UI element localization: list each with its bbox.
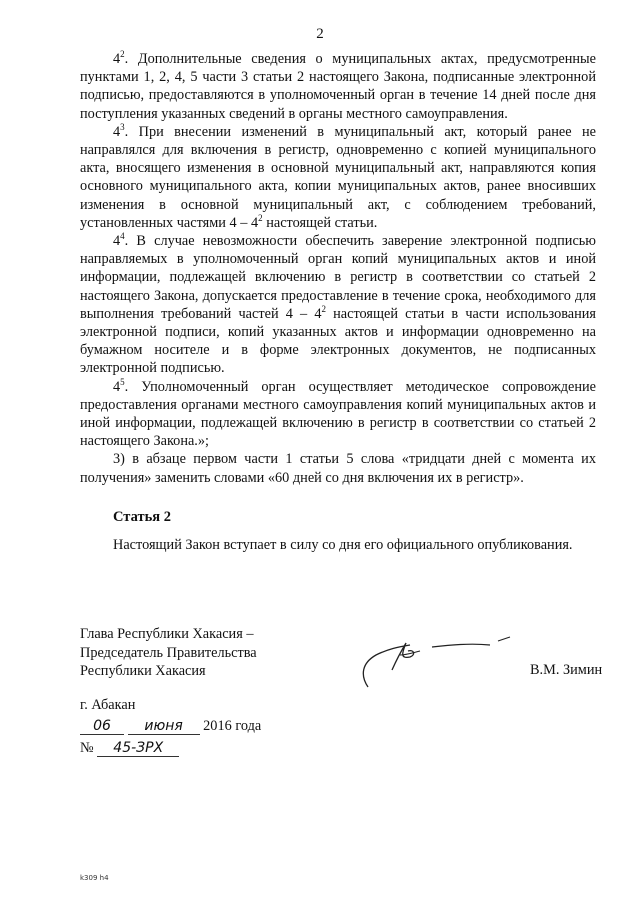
paragraph-4-4: $4^4$. В случае невозможности обеспечить заверение электронной подписью направляемых в уполномоченный орган копий муниципальных актов и иной информации, подлежащей включению в регистр в соответствии со статьей 2 настоящего Закона, допускается предоставление в течение срока, необходимого для выполнения требований частей $4 - 4^2$ настоящей статьи в части использования электронной подписи, копий указанных актов и информации одновременно на бумажном носителе и в форме электронных документов, не подписанных электронной подписью.	[80, 231, 596, 377]
paragraph-4-3: $4^3$. При внесении изменений в муниципальный акт, который ранее не направлялся для включения в регистр, одновременно с копией муниципального акта, вносящего изменения в основной муниципальный акт, направляются копия основного муниципального акта, копии муниципальных актов, ранее вносивших изменения в основной муниципальный акт, с соблюдением требований, установленных частями $4 - 4^2$ настоящей статьи.	[80, 122, 596, 231]
law-number	[80, 740, 179, 757]
paragraph-4-5: $4^5$. Уполномоченный орган осуществляет методическое сопровождение предоставления органами местного самоуправления копий муниципальных актов и иной информации, подлежащей включению в регистр в соответствии со статьей 2 настоящего Закона.»;	[80, 376, 596, 450]
number-value: 45-ЗРХ	[97, 740, 179, 757]
date-month: июня	[128, 718, 200, 735]
paragraph-item-3: 3) в абзаце первом части 1 статьи 5 слова «тридцати дней с момента их получения» заменить словами «60 дней со дня включения их в регистр».	[80, 451, 596, 486]
place-of-signing: г. Абакан	[80, 697, 136, 713]
signatory-name: В.М. Зимин	[530, 662, 603, 678]
handwritten-signature	[340, 625, 520, 695]
signatory-title	[80, 625, 257, 681]
signatory-line-1: Глава Республики Хакасия –	[80, 626, 254, 642]
footer-code: k309 h4	[80, 874, 109, 882]
main-text	[80, 50, 596, 487]
signatory-line-2: Председатель Правительства	[80, 644, 257, 661]
article-2-heading: Статья 2	[113, 509, 171, 525]
signatory-line-3: Республики Хакасия	[80, 663, 206, 679]
date-year: 2016 года	[203, 718, 262, 734]
number-sign: №	[80, 740, 94, 756]
page-number: 2	[316, 26, 324, 42]
paragraph-4-2: $4^2$. Дополнительные сведения о муниципальных актах, предусмотренные пунктами 1, 2, 4, 5 части 3 статьи 2 настоящего Закона, подписанные электронной подписью, предоставляются в уполномоченный орган в течение 14 дней после дня поступления указанных сведений в органы местного самоуправления.	[80, 49, 596, 122]
signing-date	[80, 718, 261, 735]
article-2-text: Настоящий Закон вступает в силу со дня его официального опубликования.	[113, 537, 573, 553]
date-day: 06	[80, 718, 124, 735]
